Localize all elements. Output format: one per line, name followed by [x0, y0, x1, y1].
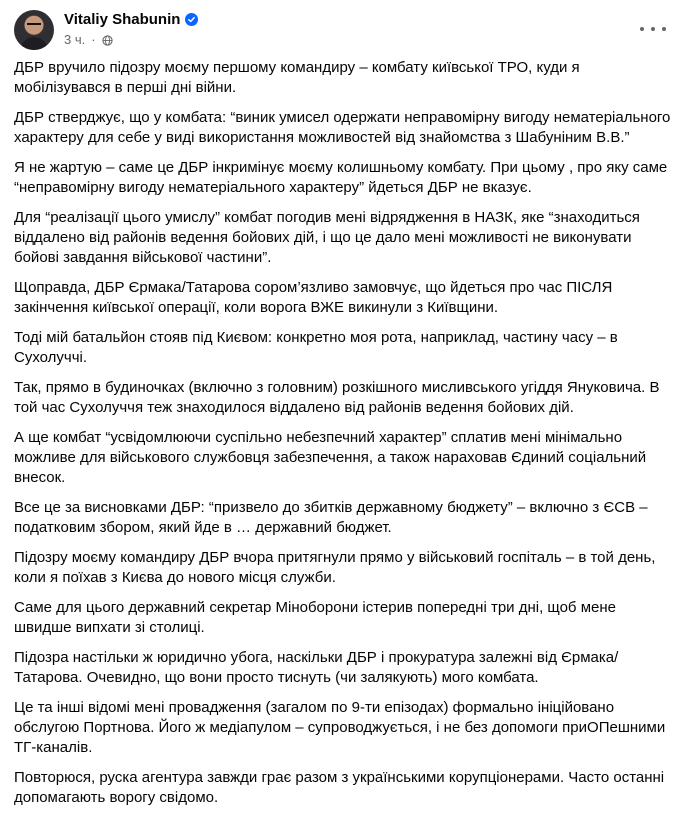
globe-icon[interactable] [102, 34, 113, 45]
post-header [14, 10, 674, 52]
author-name[interactable]: Vitaliy Shabunin [64, 11, 181, 28]
avatar-shoulders [20, 37, 48, 50]
post-paragraph: Все це за висновками ДБР: “призвело до збитків державному бюджету” – включно з ЄСВ – податковим збором, який йде в … державний бюджет. [14, 499, 648, 536]
post-paragraph: Тоді мій батальйон стояв під Києвом: конкретно моя рота, наприклад, частину часу – в Сухолуччі. [14, 329, 618, 366]
post-paragraph: ДБР стверджує, що у комбата: “виник умисел одержати неправомірну вигоду нематеріального характеру для себе у виді використання можливостей від знайомства з Шабуніним В.В.” [14, 109, 671, 146]
post-paragraph: Саме для цього державний секретар Міноборони істерив попередні три дні, щоб мене швидше випхати зі столиці. [14, 599, 616, 636]
avatar[interactable] [14, 10, 54, 50]
post-paragraph: Повторюся, руска агентура завжди грає разом з українськими корупціонерами. Часто останні допомагають ворогу свідомо. [14, 769, 665, 806]
post-meta [64, 32, 113, 47]
more-dot [651, 27, 655, 31]
more-dot [662, 27, 666, 31]
post-paragraph: ДБР вручило підозру моєму першому командиру – комбату київської ТРО, куди я мобілізувався в перші дні війни. [14, 59, 580, 96]
more-options-icon[interactable] [640, 22, 666, 36]
post-paragraph: Для “реалізації цього умислу” комбат погодив мені відрядження в НАЗК, яке “знаходиться віддалено від районів ведення бойових дій, і що це дало мені можливості не виконувати бойові завдання військової частини”. [14, 209, 640, 266]
verified-badge-icon [185, 13, 198, 26]
post-body [14, 58, 676, 818]
author-row [64, 11, 198, 28]
post-paragraph: Це та інші відомі мені провадження (загалом по 9-ти епізодах) формально ініційовано обслугою Портнова. Його ж медіапулом – супроводжується, і не без допомоги приОПешними ТГ-каналів. [14, 699, 666, 756]
post-timestamp[interactable]: 3 ч. [64, 32, 86, 47]
post-paragraph: Підозру моєму командиру ДБР вчора притягнули прямо у військовий госпіталь – в той день, коли я поїхав з Києва до нового місця служби. [14, 549, 656, 586]
meta-separator: · [91, 32, 96, 47]
post-paragraph: Підозра настільки ж юридично убога, наскільки ДБР і прокуратура залежні від Єрмака/ Татарова. Очевидно, що вони просто тиснуть (чи залякують) мого комбата. [14, 649, 619, 686]
post-paragraph: Я не жартую – саме це ДБР інкримінує моєму колишньому комбату. При цьому , про яку саме “неправомірну вигоду нематеріального характеру” йдеться ДБР не вказує. [14, 159, 668, 196]
post-paragraph: А ще комбат “усвідомлюючи суспільно небезпечний характер” сплатив мені мінімально можливе для військового службовця забезпечення, а також нараховав Єдиний соціальний внесок. [14, 429, 647, 486]
more-dot [640, 27, 644, 31]
post-paragraph: Щоправда, ДБР Єрмака/Татарова сором’язливо замовчує, що йдеться про час ПІСЛЯ закінчення київської операції, коли ворога ВЖЕ викинули з Київщини. [14, 279, 613, 316]
avatar-glasses [27, 23, 41, 28]
post-paragraph: Так, прямо в будиночках (включно з головним) розкішного мисливського угіддя Януковича. В той час Сухолуччя теж знаходилося віддалено від районів ведення бойових дій. [14, 379, 660, 416]
